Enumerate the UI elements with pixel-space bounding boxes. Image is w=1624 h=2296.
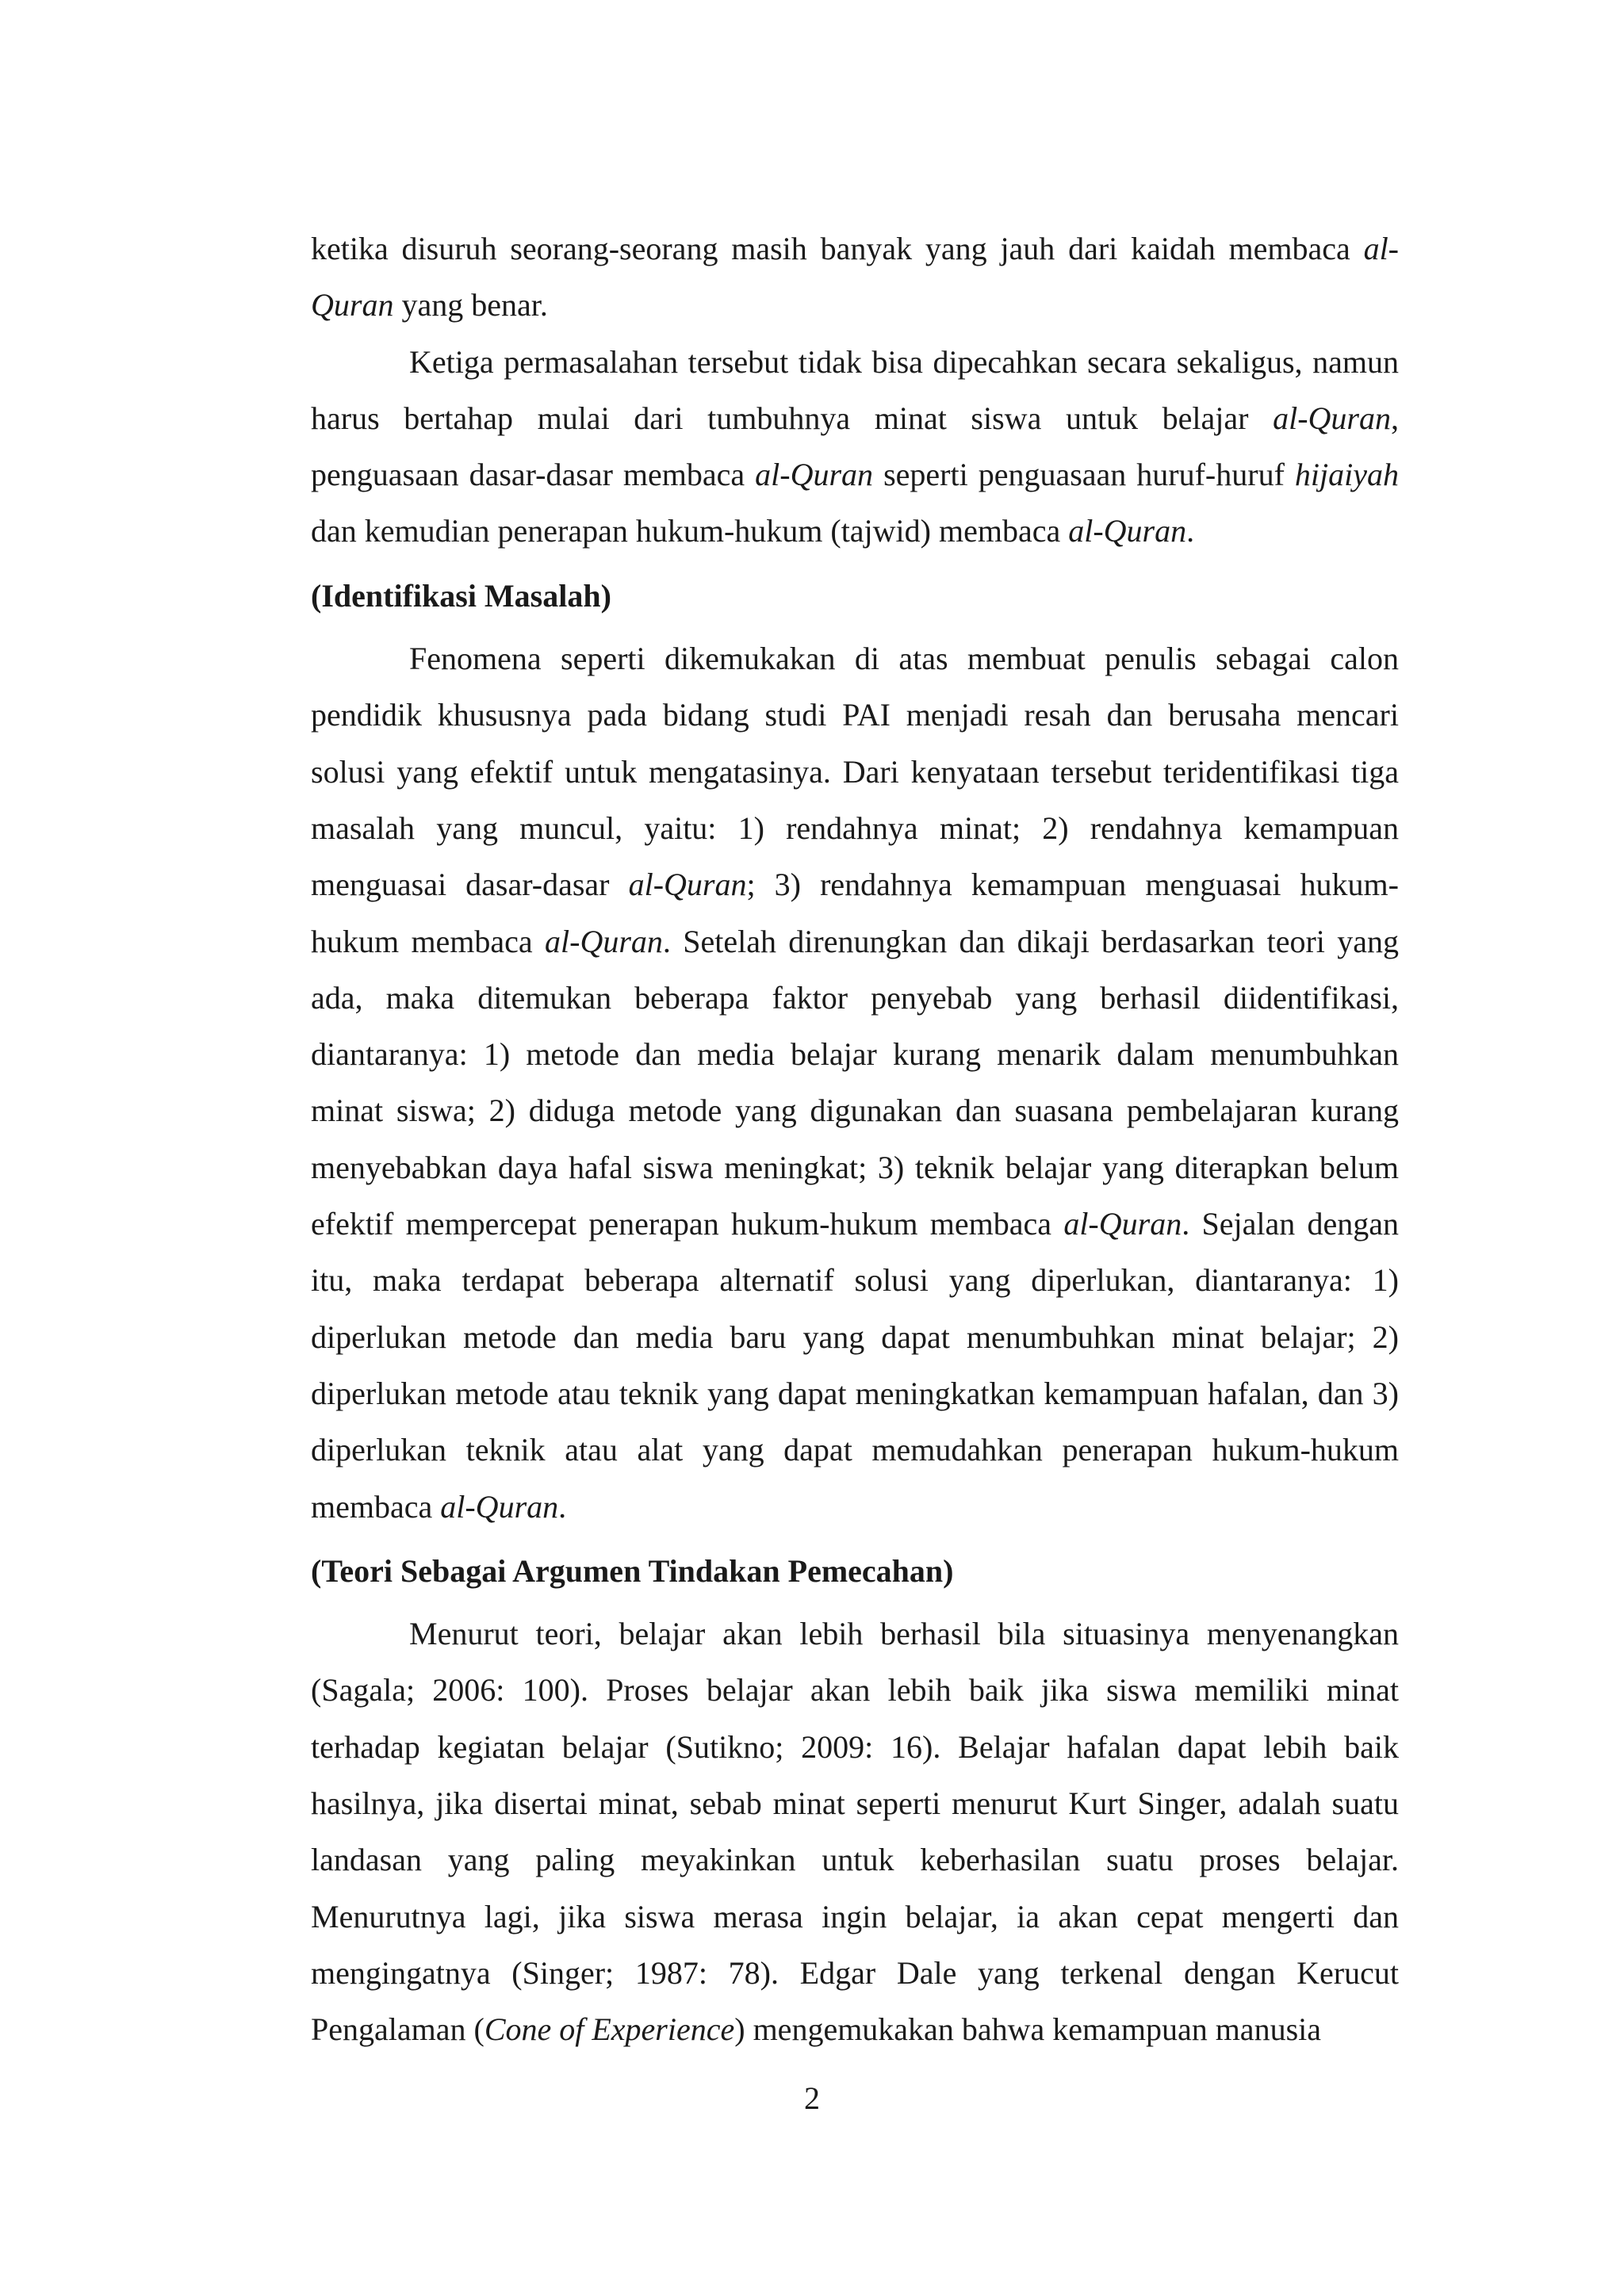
paragraph-teori: Menurut teori, belajar akan lebih berhasil bila situasinya menyenangkan (Sagala; 2006: 100). Proses belajar akan lebih baik jika siswa memiliki minat terhadap kegiatan belajar (Sutikno; 2009: 16). Belajar hafalan dapat lebih baik hasilnya, jika disertai minat, sebab minat seperti menurut Kurt Singer, adalah suatu landasan yang paling meyakinkan untuk keberhasilan suatu proses belajar. Menurutnya lagi, jika siswa merasa ingin belajar, ia akan cepat mengerti dan mengingatnya (Singer; 1987: 78). Edgar Dale yang terkenal dengan Kerucut Pengalaman (Cone of Experience) mengemukakan bahwa kemampuan manusia bbox=[311, 1616, 1399, 2048]
paragraph-permasalahan: Ketiga permasalahan tersebut tidak bisa dipecahkan secara sekaligus, namun harus bertahap mulai dari tumbuhnya minat siswa untuk belajar al-Quran, penguasaan dasar-dasar membaca al-Quran seperti penguasaan huruf-huruf hijaiyah dan kemudian penerapan hukum-hukum (tajwid) membaca al-Quran. bbox=[311, 343, 1399, 549]
section-heading-teori: (Teori Sebagai Argumen Tindakan Pemecahan) bbox=[311, 1552, 954, 1589]
paragraph-identifikasi: Fenomena seperti dikemukakan di atas membuat penulis sebagai calon pendidik khususnya pada bidang studi PAI menjadi resah dan berusaha mencari solusi yang efektif untuk mengatasinya. Dari kenyataan tersebut teridentifikasi tiga masalah yang muncul, yaitu: 1) rendahnya minat; 2) rendahnya kemampuan menguasai dasar-dasar al-Quran; 3) rendahnya kemampuan menguasai hukum-hukum membaca al-Quran. Setelah direnungkan dan dikaji berdasarkan teori yang ada, maka ditemukan beberapa faktor penyebab yang berhasil diidentifikasi, diantaranya: 1) metode dan media belajar kurang menarik dalam menumbuhkan minat siswa; 2) diduga metode yang digunakan dan suasana pembelajaran kurang menyebabkan daya hafal siswa meningkat; 3) teknik belajar yang diterapkan belum efektif mempercepat penerapan hukum-hukum membaca al-Quran. Sejalan dengan itu, maka terdapat beberapa alternatif solusi yang diperlukan, diantaranya: 1) diperlukan metode dan media baru yang dapat menumbuhkan minat belajar; 2) diperlukan metode atau teknik yang dapat meningkatkan kemampuan hafalan, dan 3) diperlukan teknik atau alat yang dapat memudahkan penerapan hukum-hukum membaca al-Quran. bbox=[311, 641, 1399, 1525]
document-body bbox=[311, 220, 1399, 2058]
section-heading-identifikasi: (Identifikasi Masalah) bbox=[311, 577, 611, 614]
paragraph-continuation: ketika disuruh seorang-seorang masih banyak yang jauh dari kaidah membaca al-Quran yang benar. bbox=[311, 231, 1399, 323]
page-number: 2 bbox=[804, 2080, 820, 2116]
